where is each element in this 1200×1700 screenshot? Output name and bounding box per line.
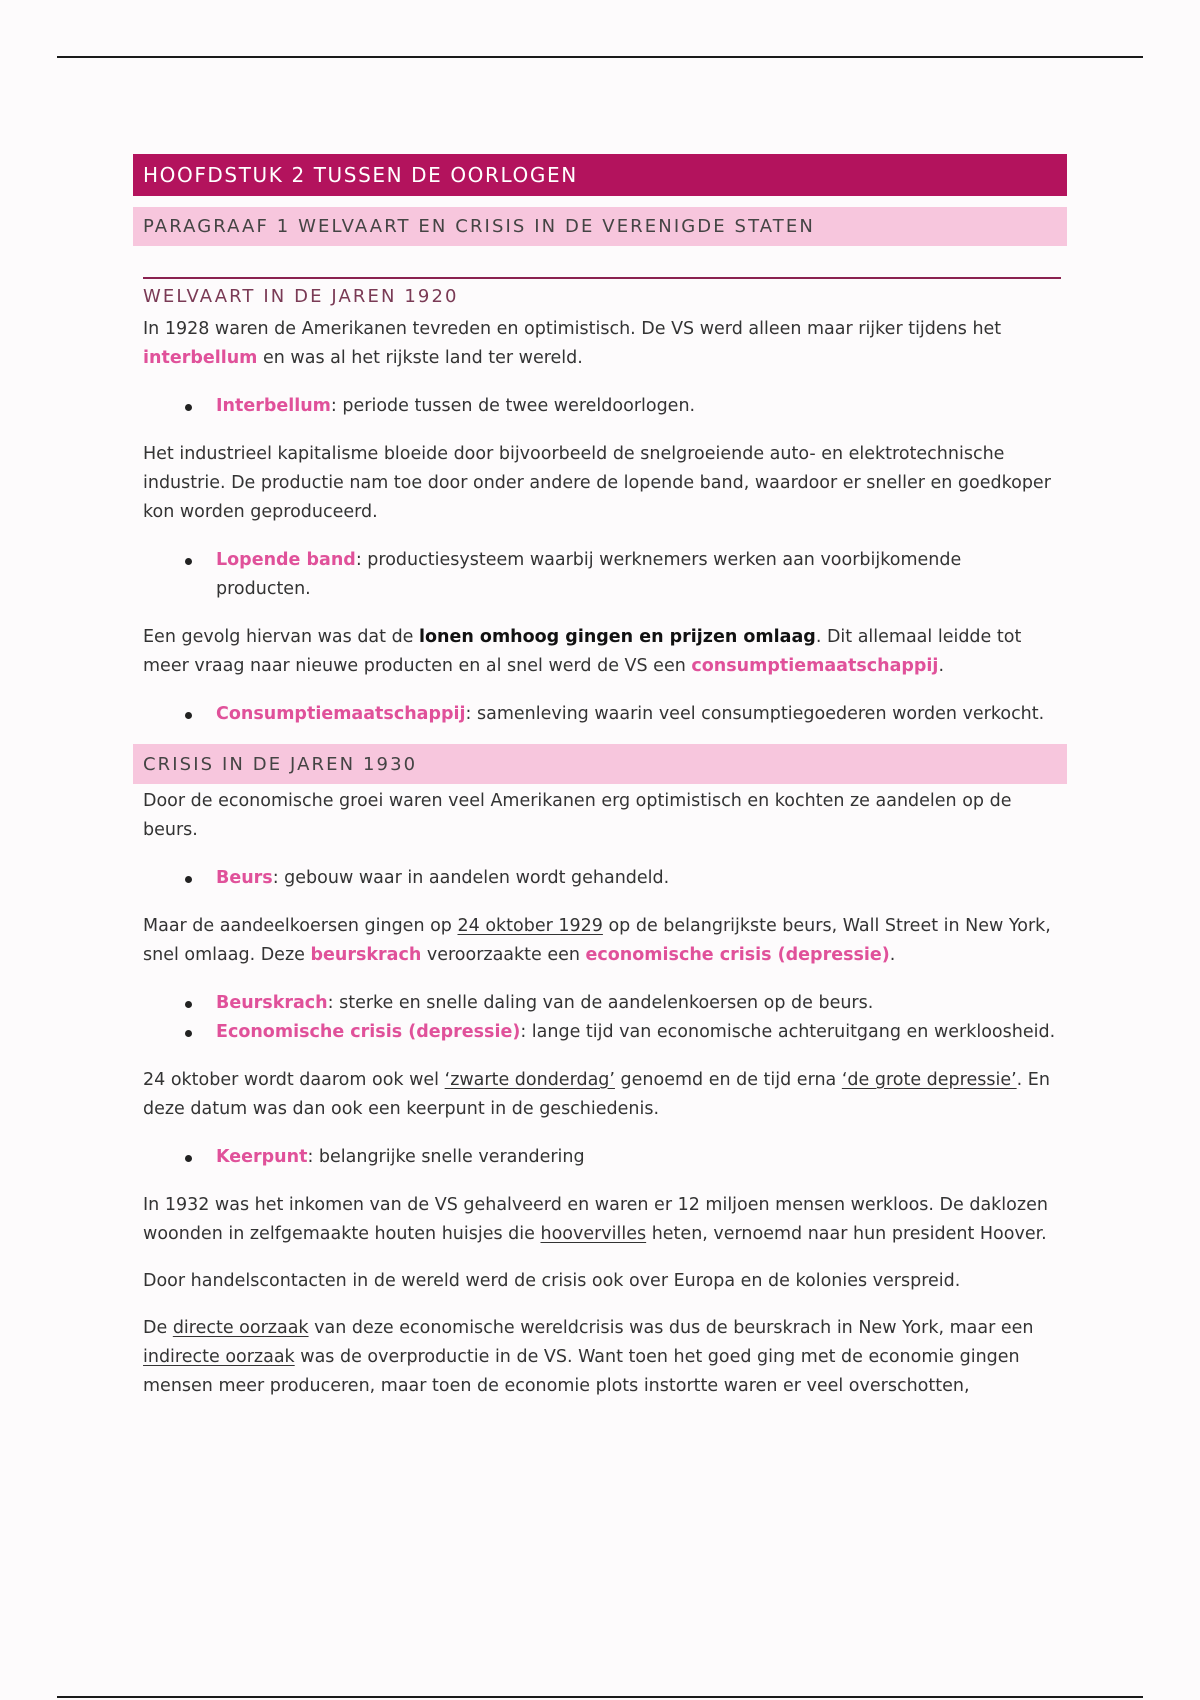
paragraph-beurskrach — [133, 912, 1067, 970]
definition-beurskrach — [216, 989, 1057, 1018]
chapter-title: HOOFDSTUK 2 TUSSEN DE OORLOGEN — [133, 154, 1067, 196]
definition-term: Beurs — [216, 868, 273, 888]
text: Maar de aandeelkoersen gingen op — [143, 916, 458, 936]
text: en was al het rijkste land ter wereld. — [257, 348, 583, 368]
text: . — [938, 656, 945, 676]
paragraph-kapitalisme: Het industrieel kapitalisme bloeide door bijvoorbeeld de snelgroeiende auto- en elektrotechnische industrie. De productie nam toe door onder andere de lopende band, waardoor er sneller en goedkoper kon worden geproduceerd. — [143, 444, 1051, 522]
definition-consumptiemaatschappij — [216, 700, 1057, 729]
paragraph-oorzaken — [133, 1314, 1067, 1401]
definition-list — [133, 546, 1067, 604]
section-title-crisis: CRISIS IN DE JAREN 1930 — [133, 744, 1067, 784]
text: De — [143, 1318, 173, 1338]
bottom-rule — [57, 1696, 1143, 1698]
text: was de overproductie in de VS. Want toen het goed ging met de economie gingen mensen meer produceren, maar toen de economie plots instortte waren er veel overschotten, — [143, 1347, 1020, 1396]
term-interbellum: interbellum — [143, 348, 258, 368]
underlined-date: 24 oktober 1929 — [457, 916, 603, 936]
definition-term: Interbellum — [216, 396, 331, 416]
definition-list — [133, 1143, 1067, 1172]
paragraph-welvaart-intro — [133, 315, 1067, 373]
text: van deze economische wereldcrisis was dus de beurskrach in New York, maar een — [308, 1318, 1034, 1338]
text: In 1932 was het inkomen van de VS gehalveerd en waren er 12 miljoen mensen werkloos. De daklozen woonden in zelfgemaakte houten huisjes die — [143, 1195, 1048, 1244]
definition-text: : gebouw waar in aandelen wordt gehandeld. — [272, 868, 670, 888]
text: op de belangrijkste beurs, Wall Street in New York, snel omlaag. Deze — [143, 916, 1051, 965]
definition-text: : productiesysteem waarbij werknemers werken aan voorbijkomende producten. — [216, 550, 962, 599]
underlined-term: ‘zwarte donderdag’ — [444, 1070, 615, 1090]
paragraph-crisis-intro: Door de economische groei waren veel Amerikanen erg optimistisch en kochten ze aandelen op de beurs. — [143, 791, 1012, 840]
definition-list — [133, 392, 1067, 421]
text: Een gevolg hiervan was dat de — [143, 627, 420, 647]
text: heten, vernoemd naar hun president Hoover. — [646, 1224, 1047, 1244]
definition-text: : belangrijke snelle verandering — [307, 1147, 585, 1167]
definition-list — [133, 700, 1067, 729]
underlined-term: hoovervilles — [540, 1224, 647, 1244]
underlined-term: indirecte oorzaak — [143, 1347, 295, 1367]
term-consumptiemaatschappij: consumptiemaatschappij — [691, 656, 939, 676]
section-title-welvaart: WELVAART IN DE JAREN 1920 — [143, 286, 459, 307]
definition-term: Keerpunt — [216, 1147, 308, 1167]
text: . En deze datum was dan ook een keerpunt in de geschiedenis. — [143, 1070, 1050, 1119]
top-rule — [57, 56, 1143, 58]
definition-list — [133, 989, 1067, 1047]
definition-beurs — [216, 864, 1057, 893]
definition-text: : sterke en snelle daling van de aandelenkoersen op de beurs. — [327, 993, 874, 1013]
definition-term: Economische crisis (depressie) — [216, 1022, 521, 1042]
text: 24 oktober wordt daarom ook wel — [143, 1070, 445, 1090]
section-divider — [143, 277, 1061, 279]
definition-lopende-band — [216, 546, 1057, 604]
definition-text: : periode tussen de twee wereldoorlogen. — [330, 396, 696, 416]
text: genoemd en de tijd erna — [614, 1070, 842, 1090]
term-beurskrach: beurskrach — [310, 945, 422, 965]
paragraph-gevolg — [133, 623, 1067, 681]
document-page — [133, 154, 1067, 1401]
definition-term: Beurskrach — [216, 993, 328, 1013]
paragraph-hoovervilles — [133, 1191, 1067, 1249]
definition-keerpunt — [216, 1143, 1057, 1172]
bold-text: lonen omhoog gingen en prijzen omlaag — [419, 627, 816, 647]
definition-term: Lopende band — [216, 550, 356, 570]
definition-economische-crisis — [216, 1018, 1057, 1047]
underlined-term: ‘de grote depressie’ — [841, 1070, 1017, 1090]
text: In 1928 waren de Amerikanen tevreden en optimistisch. De VS werd alleen maar rijker tijdens het — [143, 319, 1002, 339]
term-economische-crisis: economische crisis (depressie) — [585, 945, 890, 965]
definition-text: : samenleving waarin veel consumptiegoederen worden verkocht. — [465, 704, 1045, 724]
paragraph-zwarte-donderdag — [133, 1066, 1067, 1124]
definition-interbellum — [216, 392, 1057, 421]
paragraph-title: PARAGRAAF 1 WELVAART EN CRISIS IN DE VERENIGDE STATEN — [133, 207, 1067, 246]
text: . Dit allemaal leidde tot meer vraag naar nieuwe producten en al snel werd de VS een — [143, 627, 1022, 676]
underlined-term: directe oorzaak — [172, 1318, 309, 1338]
definition-term: Consumptiemaatschappij — [216, 704, 466, 724]
text: veroorzaakte een — [421, 945, 586, 965]
paragraph-handelscontacten: Door handelscontacten in de wereld werd de crisis ook over Europa en de kolonies verspreid. — [143, 1271, 961, 1291]
definition-text: : lange tijd van economische achteruitgang en werkloosheid. — [520, 1022, 1056, 1042]
definition-list — [133, 864, 1067, 893]
text: . — [889, 945, 896, 965]
